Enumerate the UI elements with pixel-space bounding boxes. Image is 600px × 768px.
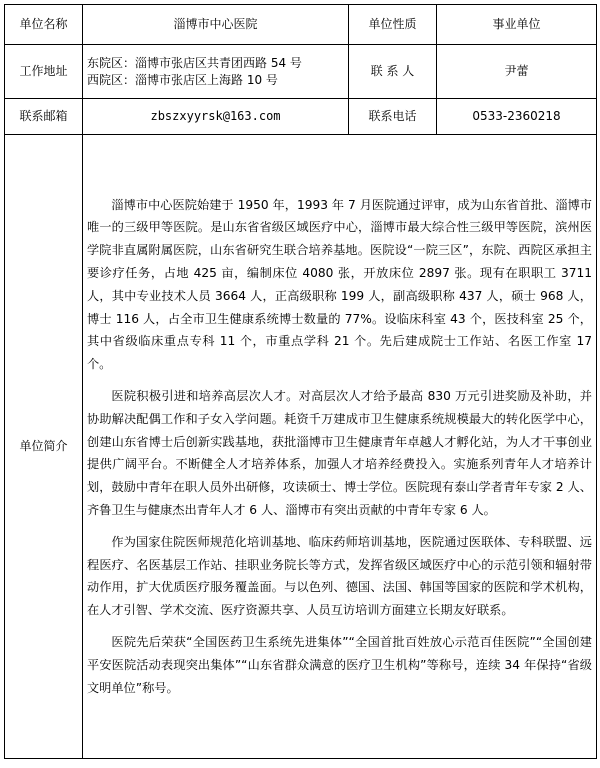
address-value — [83, 45, 349, 99]
phone-value: 0533-2360218 — [437, 99, 597, 135]
unit-info-table — [4, 4, 597, 759]
address-label: 工作地址 — [5, 45, 83, 99]
contact-value: 尹蕾 — [437, 45, 597, 99]
intro-label: 单位简介 — [5, 135, 83, 759]
unit-name-label: 单位名称 — [5, 5, 83, 45]
intro-paragraph-2: 医院积极引进和培养高层次人才。对高层次人才给予最高 830 万元引进奖励及补助，并协助解决配偶工作和子女入学问题。耗资千万建成市卫生健康系统规模最大的转化医学中心，创建山东省博士后创新实践基地，获批淄博市卫生健康青年卓越人才孵化站，为人才干事创业提供广阔平台。不断健全人才培养体系，加强人才培养经费投入。实施系列青年人才培养计划，鼓励中青年在职人员外出研修，攻读硕士、博士学位。医院现有泰山学者青年专家 2 人、齐鲁卫生与健康杰出青年人才 6 人、淄博市有突出贡献的中青年专家 6 人。 — [87, 389, 592, 517]
row-intro — [5, 135, 597, 759]
row-address — [5, 45, 597, 99]
contact-label: 联 系 人 — [349, 45, 437, 99]
intro-paragraph-3: 作为国家住院医师规范化培训基地、临床药师培训基地，医院通过医联体、专科联盟、远程医疗、名医基层工作站、挂职业务院长等方式，发挥省级区域医疗中心的示范引领和辐射带动作用，扩大优质医疗服务覆盖面。与以色列、德国、法国、韩国等国家的医院和学术机构，在人才引智、学术交流、医疗资源共享、人员互访培训方面建立长期友好联系。 — [87, 534, 592, 618]
address-west: 西院区：淄博市张店区上海路 10 号 — [87, 72, 278, 87]
phone-label: 联系电话 — [349, 99, 437, 135]
intro-content — [83, 135, 597, 759]
row-email — [5, 99, 597, 135]
unit-type-value: 事业单位 — [437, 5, 597, 45]
intro-paragraph-1: 淄博市中心医院始建于 1950 年，1993 年 7 月医院通过评审，成为山东省首批、淄博市唯一的三级甲等医院。是山东省省级区域医疗中心，淄博市最大综合性三级甲等医院，滨州医学院非直属附属医院，山东省研究生联合培养基地。医院设“一院三区”，东院、西院区承担主要诊疗任务，占地 425 亩，编制床位 4080 张，开放床位 2897 张。现有在职职工 3711 人，其中专业技术人员 3664 人，正高级职称 199 人，副高级职称 437 人，硕士 968 人，博士 116 人，占全市卫生健康系统博士数量的 77%。设临床科室 43 个，医技科室 25 个，其中省级临床重点专科 11 个，市重点学科 21 个。先后建成院士工作站、名医工作室 17 个。 — [87, 197, 592, 372]
row-unit-name — [5, 5, 597, 45]
intro-paragraph-4: 医院先后荣获“全国医药卫生系统先进集体”“全国首批百姓放心示范百佳医院”“全国创建平安医院活动表现突出集体”“山东省群众满意的医疗卫生机构”等称号，连续 34 年保持“省级文明单位”称号。 — [87, 634, 592, 695]
unit-name-value: 淄博市中心医院 — [83, 5, 349, 45]
unit-type-label: 单位性质 — [349, 5, 437, 45]
email-label: 联系邮箱 — [5, 99, 83, 135]
address-east: 东院区：淄博市张店区共青团西路 54 号 — [87, 55, 302, 70]
email-value: zbszxyyrsk@163.com — [83, 99, 349, 135]
